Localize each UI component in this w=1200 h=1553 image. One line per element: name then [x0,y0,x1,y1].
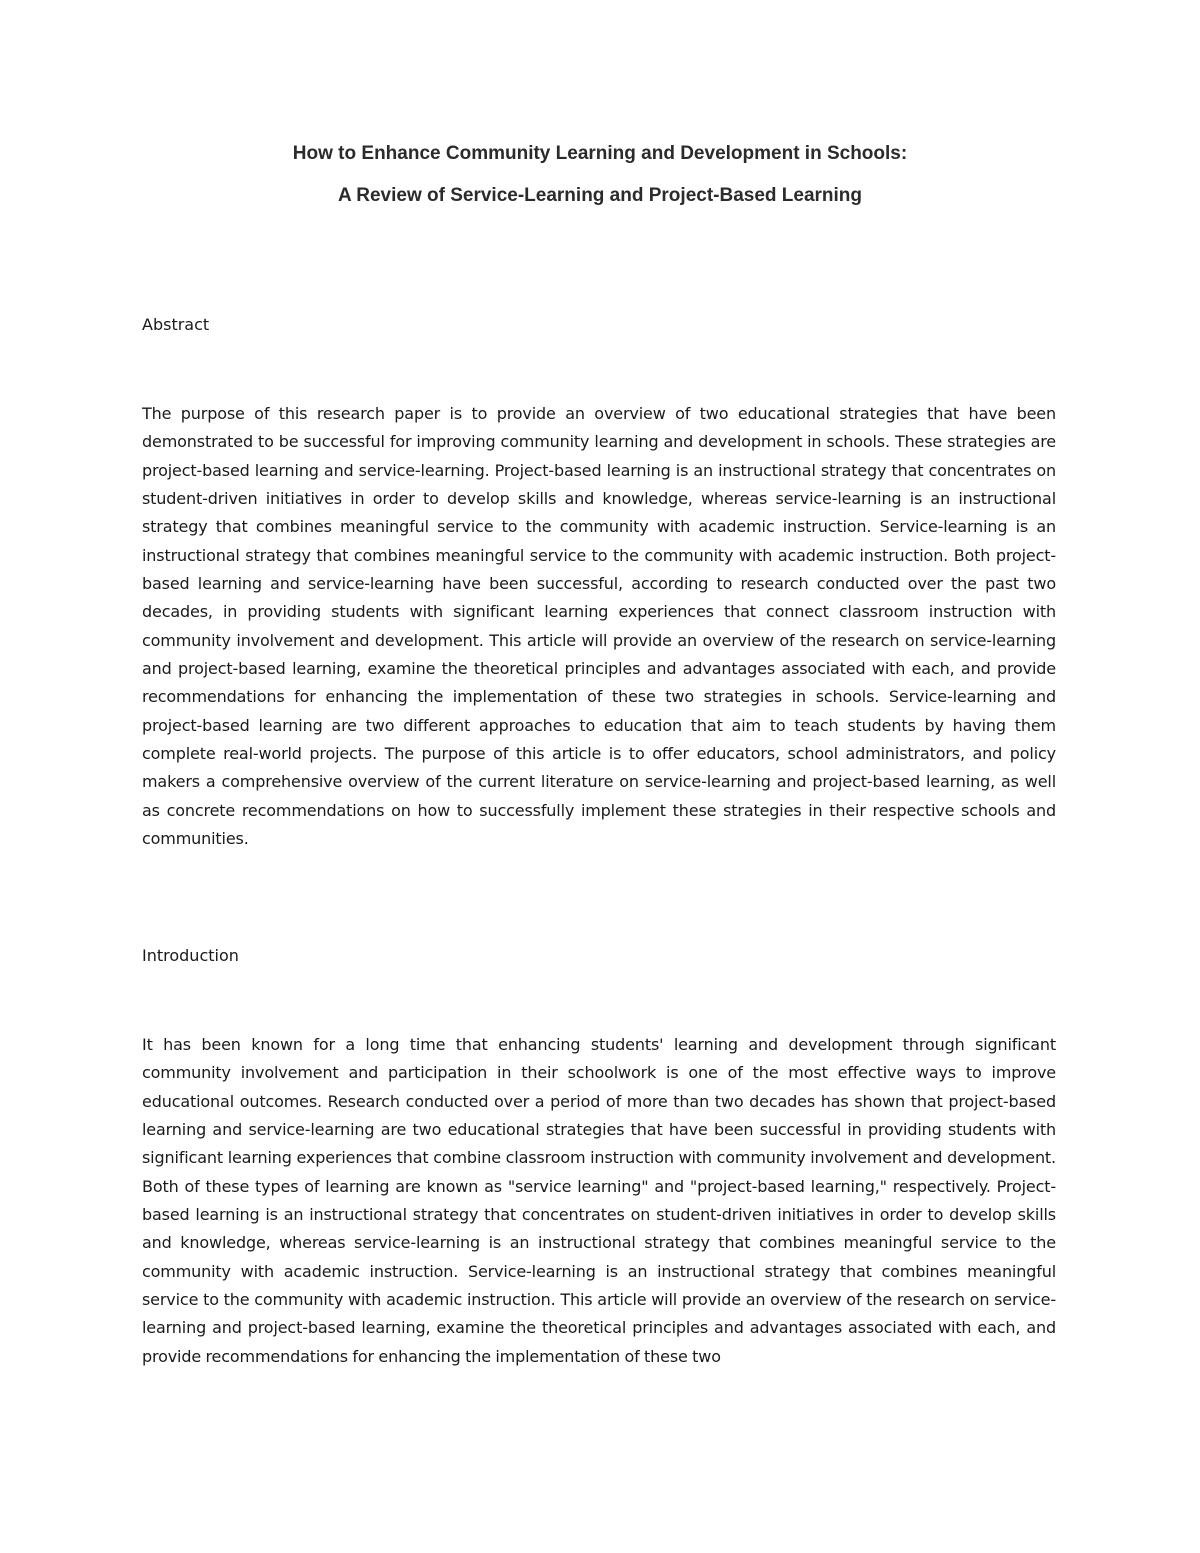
abstract-heading: Abstract [142,315,210,334]
introduction-heading: Introduction [142,946,239,965]
document-title [0,140,1200,210]
abstract-paragraph: The purpose of this research paper is to provide an overview of two educational strategies that have been demonstrated to be successful for improving community learning and development in schools. These strategies are project-based learning and service-learning. Project-based learning is an instructional strategy that concentrates on student-driven initiatives in order to develop skills and knowledge, whereas service-learning is an instructional strategy that combines meaningful service to the community with academic instruction. Service-learning is an instructional strategy that combines meaningful service to the community with academic instruction. Both project-based learning and service-learning have been successful, according to research conducted over the past two decades, in providing students with significant learning experiences that connect classroom instruction with community involvement and development. This article will provide an overview of the research on service-learning and project-based learning, examine the theoretical principles and advantages associated with each, and provide recommendations for enhancing the implementation of these two strategies in schools. Service-learning and project-based learning are two different approaches to education that aim to teach students by having them complete real-world projects. The purpose of this article is to offer educators, school administrators, and policy makers a comprehensive overview of the current literature on service-learning and project-based learning, as well as concrete recommendations on how to successfully implement these strategies in their respective schools and communities. [142,404,1056,849]
title-line-2: A Review of Service-Learning and Project-Based Learning [337,185,863,206]
introduction-paragraph: It has been known for a long time that enhancing students' learning and development through significant community involvement and participation in their schoolwork is one of the most effective ways to improve educational outcomes. Research conducted over a period of more than two decades has shown that project-based learning and service-learning are two educational strategies that have been successful in providing students with significant learning experiences that combine classroom instruction with community involvement and development. Both of these types of learning are known as "service learning" and "project-based learning," respectively. Project-based learning is an instructional strategy that concentrates on student-driven initiatives in order to develop skills and knowledge, whereas service-learning is an instructional strategy that combines meaningful service to the community with academic instruction. Service-learning is an instructional strategy that combines meaningful service to the community with academic instruction. This article will provide an overview of the research on service-learning and project-based learning, examine the theoretical principles and advantages associated with each, and provide recommendations for enhancing the implementation of these two [142,1035,1056,1366]
title-line-1: How to Enhance Community Learning and Development in Schools: [292,143,908,164]
